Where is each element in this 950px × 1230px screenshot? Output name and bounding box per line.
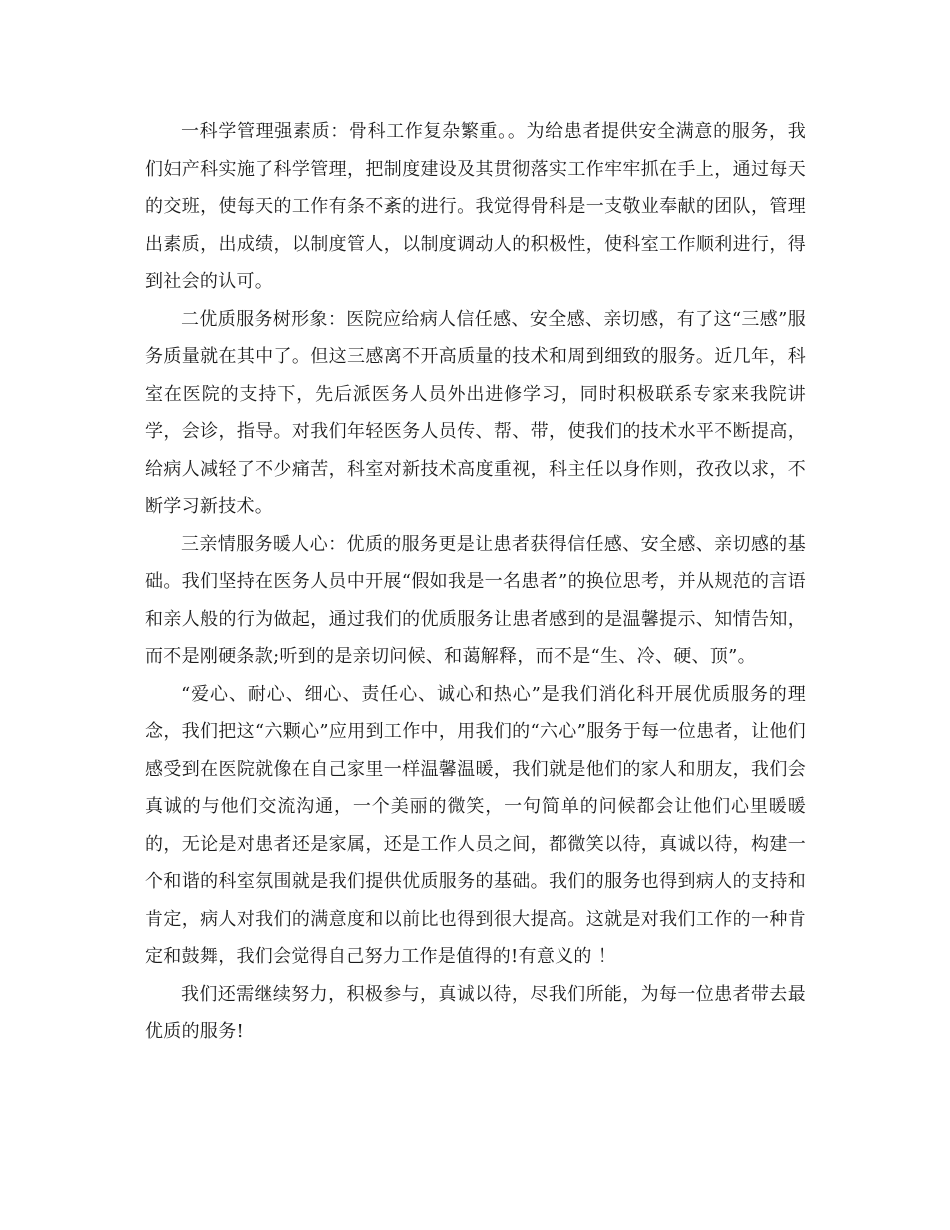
paragraph-family-service: 三亲情服务暖人心：优质的服务更是让患者获得信任感、安全感、亲切感的基础。我们坚持在医务人员中开展“假如我是一名患者”的换位思考，并从规范的言语和亲人般的行为做起，通过我们的优质服务让患者感到的是温馨提示、知情告知，而不是刚硬条款;听到的是亲切问候、和蔼解释，而不是“生、冷、硬、顶”。: [145, 533, 806, 667]
document-body: [145, 113, 806, 1051]
paragraph-quality-service: 二优质服务树形象：医院应给病人信任感、安全感、亲切感，有了这“三感”服务质量就在其中了。但这三感离不开高质量的技术和周到细致的服务。近几年，科室在医院的支持下，先后派医务人员外出进修学习，同时积极联系专家来我院讲学，会诊，指导。对我们年轻医务人员传、帮、带，使我们的技术水平不断提高，给病人减轻了不少痛苦，科室对新技术高度重视，科主任以身作则，孜孜以求，不断学习新技术。: [145, 308, 806, 517]
paragraph-conclusion: 我们还需继续努力，积极参与，真诚以待，尽我们所能，为每一位患者带去最优质的服务!: [145, 983, 806, 1042]
paragraph-scientific-management: 一科学管理强素质：骨科工作复杂繁重。。为给患者提供安全满意的服务，我们妇产科实施了科学管理，把制度建设及其贯彻落实工作牢牢抓在手上，通过每天的交班，使每天的工作有条不紊的进行。我觉得骨科是一支敬业奉献的团队，管理出素质，出成绩，以制度管人，以制度调动人的积极性，使科室工作顺利进行，得到社会的认可。: [145, 121, 806, 292]
paragraph-six-hearts: “爱心、耐心、细心、责任心、诚心和热心”是我们消化科开展优质服务的理念，我们把这“六颗心”应用到工作中，用我们的“六心”服务于每一位患者，让他们感受到在医院就像在自己家里一样温馨温暖，我们就是他们的家人和朋友，我们会真诚的与他们交流沟通，一个美丽的微笑，一句简单的问候都会让他们心里暖暖的，无论是对患者还是家属，还是工作人员之间，都微笑以待，真诚以待，构建一个和谐的科室氛围就是我们提供优质服务的基础。我们的服务也得到病人的支持和肯定，病人对我们的满意度和以前比也得到很大提高。这就是对我们工作的一种肯定和鼓舞，我们会觉得自己努力工作是值得的!有意义的 ！: [145, 683, 806, 967]
